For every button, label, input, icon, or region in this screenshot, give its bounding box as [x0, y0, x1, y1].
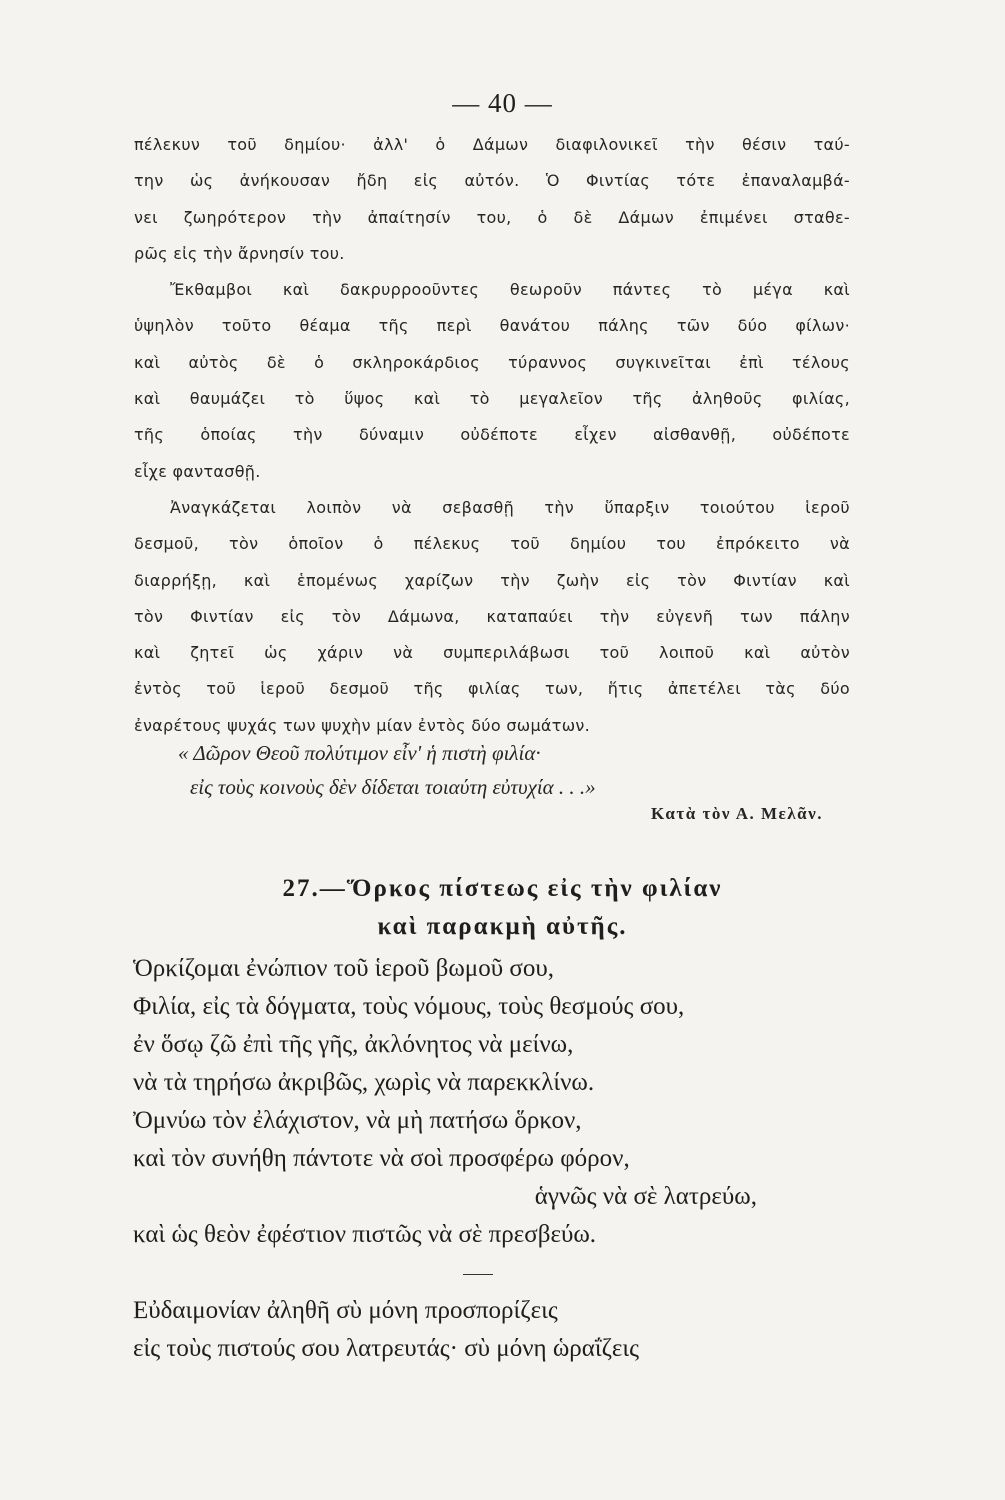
prose-line: ἐναρέτους ψυχάς των ψυχὴν μίαν ἐντὸς δύο σωμάτων. — [134, 715, 591, 735]
poem-line: Εὐδαιμονίαν ἀληθῆ σὺ μόνη προσπορίζεις — [133, 1297, 558, 1324]
verse-quote — [178, 736, 596, 804]
poem-line: ἐν ὅσῳ ζῶ ἐπὶ τῆς γῆς, ἀκλόνητος νὰ μείνω, — [133, 1031, 574, 1058]
poem-line: νὰ τὰ τηρήσω ἀκριβῶς, χωρὶς νὰ παρεκκλίνω. — [133, 1069, 595, 1096]
prose-line: διαρρήξῃ, καὶ ἑπομένως χαρίζων τὴν ζωὴν εἰς τὸν Φιντίαν καὶ — [134, 570, 850, 590]
stanza-divider — [133, 1254, 823, 1292]
poem-line: Ὁρκίζομαι ἐνώπιον τοῦ ἱεροῦ βωμοῦ σου, — [133, 955, 554, 982]
poem-line: εἰς τοὺς πιστούς σου λατρευτάς· σὺ μόνη ὡραΐζεις — [133, 1335, 640, 1362]
prose-body — [134, 127, 850, 744]
prose-line: Ἔκθαμβοι καὶ δακρυρροοῦντες θεωροῦν πάντες τὸ μέγα καὶ — [170, 280, 850, 300]
prose-line: εἶχε φαντασθῇ. — [134, 461, 261, 481]
prose-line: καὶ αὐτὸς δὲ ὁ σκληροκάρδιος τύραννος συγκινεῖται ἐπὶ τέλους — [134, 352, 850, 372]
prose-line: νει ζωηρότερον τὴν ἀπαίτησίν του, ὁ δὲ Δάμων ἐπιμένει σταθε- — [134, 207, 850, 227]
prose-line: καὶ θαυμάζει τὸ ὕψος καὶ τὸ μεγαλεῖον τῆς ἀληθοῦς φιλίας, — [134, 389, 850, 409]
poem-line: Ὀμνύω τὸν ἐλάχιστον, νὰ μὴ πατήσω ὅρκον, — [133, 1107, 582, 1134]
prose-line: ρῶς εἰς τὴν ἄρνησίν του. — [134, 243, 345, 263]
prose-line: τὸν Φιντίαν εἰς τὸν Δάμωνα, καταπαύει τὴν εὐγενῆ των πάλην — [134, 606, 850, 626]
section-heading — [0, 870, 1005, 946]
poem-line: καὶ ὡς θεὸν ἐφέστιον πιστῶς νὰ σὲ πρεσβεύω. — [133, 1221, 597, 1248]
poem-line: Φιλία, εἰς τὰ δόγματα, τοὺς νόμους, τοὺς θεσμούς σου, — [133, 993, 685, 1020]
prose-line: ἐντὸς τοῦ ἱεροῦ δεσμοῦ τῆς φιλίας των, ἥτις ἀπετέλει τὰς δύο — [134, 679, 850, 699]
quote-line-1: « Δῶρον Θεοῦ πολύτιμον εἶν' ἡ πιστὴ φιλία· — [178, 741, 541, 765]
prose-line: την ὡς ἀνήκουσαν ἤδη εἰς αὐτόν. Ὁ Φιντίας τότε ἐπαναλαμβά- — [134, 171, 850, 191]
prose-line: πέλεκυν τοῦ δημίου· ἀλλ' ὁ Δάμων διαφιλονικεῖ τὴν θέσιν ταύ- — [134, 135, 850, 154]
poem-line: καὶ τὸν συνήθη πάντοτε νὰ σοὶ προσφέρω φόρον, — [133, 1145, 630, 1172]
poem-line: ἁγνῶς νὰ σὲ λατρεύω, — [534, 1183, 757, 1210]
prose-line: δεσμοῦ, τὸν ὁποῖον ὁ πέλεκυς τοῦ δημίου του ἐπρόκειτο νὰ — [134, 534, 850, 554]
poem — [133, 950, 823, 1368]
prose-line: καὶ ζητεῖ ὡς χάριν νὰ συμπεριλάβωσι τοῦ λοιποῦ καὶ αὐτὸν — [134, 643, 850, 663]
heading-line-1: 27.—Ὅρκος πίστεως εἰς τὴν φιλίαν — [282, 875, 723, 902]
prose-line: Ἀναγκάζεται λοιπὸν νὰ σεβασθῇ τὴν ὕπαρξιν τοιούτου ἱεροῦ — [170, 497, 850, 517]
heading-line-2: καὶ παρακμὴ αὐτῆς. — [377, 913, 628, 940]
page-number: — 40 — — [452, 88, 553, 118]
attribution: Κατὰ τὸν Α. Μελᾶν. — [651, 804, 823, 823]
prose-line: τῆς ὁποίας τὴν δύναμιν οὐδέποτε εἶχεν αἰσθανθῇ, οὐδέποτε — [134, 425, 850, 445]
prose-line: ὑψηλὸν τοῦτο θέαμα τῆς περὶ θανάτου πάλης τῶν δύο φίλων· — [134, 316, 850, 336]
quote-line-2: εἰς τοὺς κοινοὺς δὲν δίδεται τοιαύτη εὐτυχία . . .» — [190, 775, 596, 799]
